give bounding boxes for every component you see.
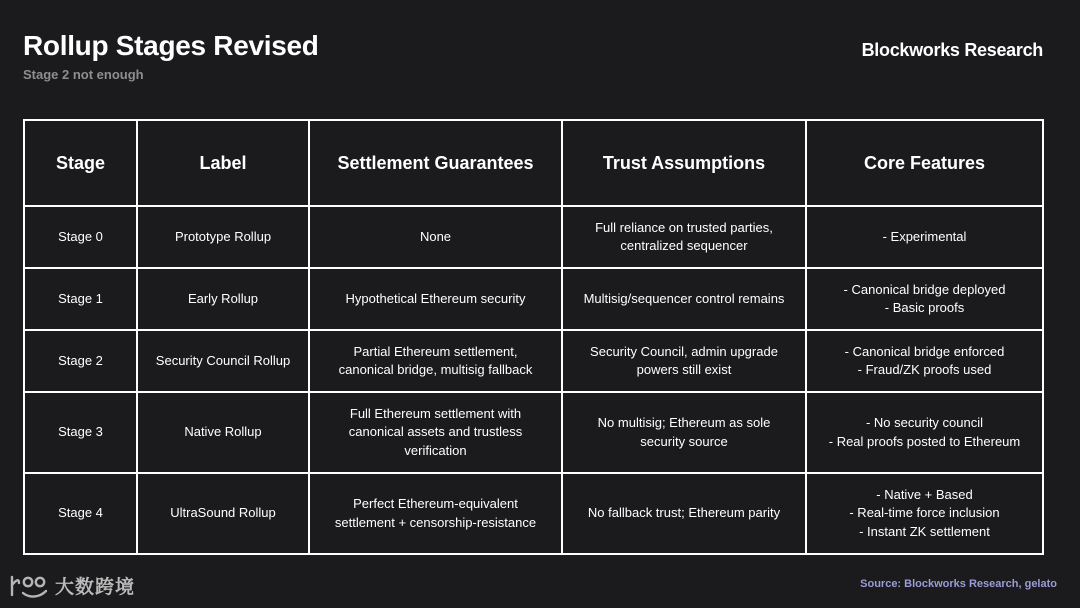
source-note: Source: Blockworks Research, gelato [860,578,1057,590]
cell-features: - Native + Based - Real-time force inclusion - Instant ZK settlement [806,473,1043,554]
rollup-stages-table [23,119,1044,555]
cell-stage: Stage 0 [24,206,137,268]
cell-features: - Experimental [806,206,1043,268]
table-row [24,206,1043,268]
brand-logo: Blockworks Research [861,40,1043,60]
cell-label: UltraSound Rollup [137,473,309,554]
cell-features: - No security council - Real proofs posted to Ethereum [806,392,1043,473]
cell-trust: Multisig/sequencer control remains [562,268,806,330]
cell-settlement: None [309,206,562,268]
column-header-stage: Stage [24,120,137,206]
cell-label: Prototype Rollup [137,206,309,268]
table-row [24,330,1043,392]
table-row [24,392,1043,473]
table-row [24,473,1043,554]
page-title: Rollup Stages Revised [23,30,319,61]
cell-settlement: Full Ethereum settlement with canonical assets and trustless verification [309,392,562,473]
watermark [9,572,135,599]
cell-settlement: Perfect Ethereum-equivalent settlement + censorship-resistance [309,473,562,554]
cell-stage: Stage 2 [24,330,137,392]
page-subtitle: Stage 2 not enough [23,67,144,82]
cell-settlement: Hypothetical Ethereum security [309,268,562,330]
column-header-features: Core Features [806,120,1043,206]
cell-stage: Stage 1 [24,268,137,330]
cell-label: Early Rollup [137,268,309,330]
watermark-text: 大数跨境 [55,577,136,598]
cell-stage: Stage 3 [24,392,137,473]
table-header-row [24,120,1043,206]
column-header-settlement: Settlement Guarantees [309,120,562,206]
cell-settlement: Partial Ethereum settlement, canonical bridge, multisig fallback [309,330,562,392]
dashuju-logo-icon [9,573,49,599]
cell-features: - Canonical bridge enforced - Fraud/ZK proofs used [806,330,1043,392]
cell-trust: Full reliance on trusted parties, centralized sequencer [562,206,806,268]
cell-trust: No fallback trust; Ethereum parity [562,473,806,554]
cell-trust: Security Council, admin upgrade powers still exist [562,330,806,392]
column-header-label: Label [137,120,309,206]
cell-label: Security Council Rollup [137,330,309,392]
cell-trust: No multisig; Ethereum as sole security source [562,392,806,473]
table-row [24,268,1043,330]
cell-features: - Canonical bridge deployed - Basic proofs [806,268,1043,330]
column-header-trust: Trust Assumptions [562,120,806,206]
cell-label: Native Rollup [137,392,309,473]
cell-stage: Stage 4 [24,473,137,554]
